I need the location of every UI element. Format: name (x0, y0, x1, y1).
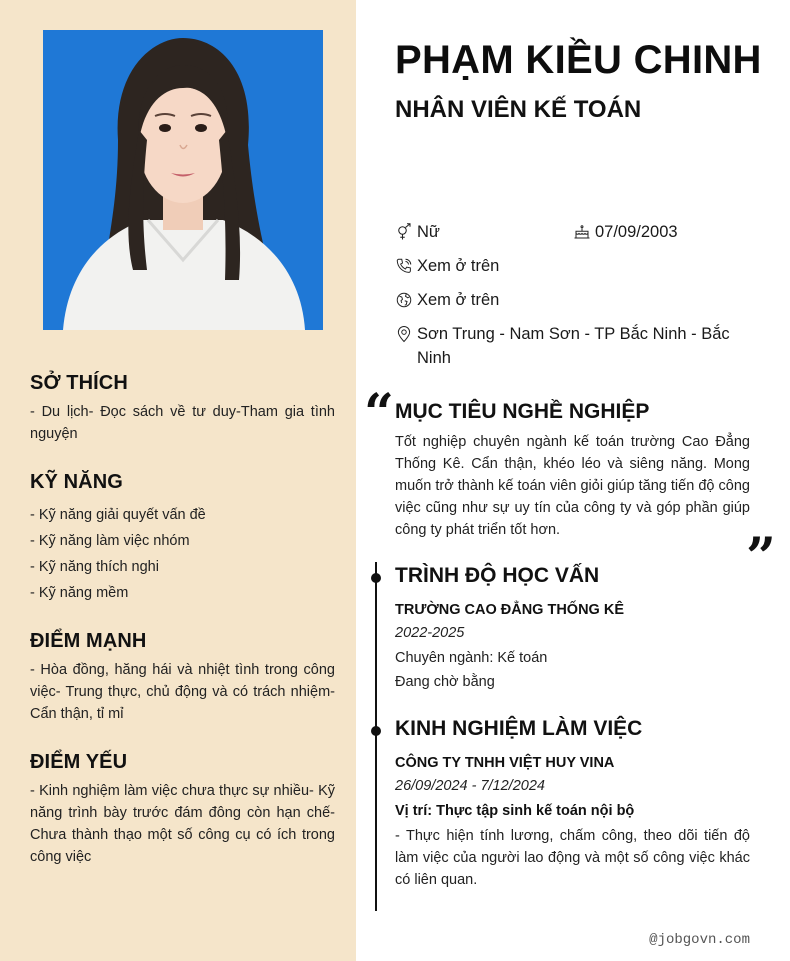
strengths-title: ĐIỂM MẠNH (30, 630, 147, 652)
birthday-row (573, 220, 678, 244)
gender-value: Nữ (417, 223, 440, 241)
skill-item: - Kỹ năng làm việc nhóm (30, 533, 190, 549)
experience-period: 26/09/2024 - 7/12/2024 (395, 778, 545, 794)
skills-title: KỸ NĂNG (30, 471, 123, 493)
hobbies-title: SỞ THÍCH (30, 372, 128, 394)
gender-row (395, 220, 440, 244)
skills-section (30, 471, 335, 606)
globe-icon (395, 288, 415, 312)
strengths-text: - Hòa đồng, hăng hái và nhiệt tình trong công việc- Trung thực, chủ động và có trách nhiệm- Cẩn thận, tỉ mỉ (30, 662, 335, 722)
watermark: @jobgovn.com (649, 932, 750, 948)
education-period: 2022-2025 (395, 625, 465, 641)
candidate-name: PHẠM KIỀU CHINH (395, 38, 762, 82)
hobbies-section (30, 372, 335, 445)
sidebar (0, 0, 356, 961)
birthday-value: 07/09/2003 (595, 223, 678, 241)
portrait-illustration (43, 30, 323, 330)
experience-description: - Thực hiện tính lương, chấm công, theo dõi tiến độ làm việc của người lao động và một số công việc khác có liên quan. (395, 828, 750, 888)
job-title: NHÂN VIÊN KẾ TOÁN (395, 96, 642, 123)
timeline-line (375, 562, 377, 911)
skill-item: - Kỹ năng thích nghi (30, 559, 159, 575)
gender-icon (395, 220, 415, 244)
experience-position: Vị trí: Thực tập sinh kế toán nội bộ (395, 803, 635, 819)
education-title: TRÌNH ĐỘ HỌC VẤN (395, 564, 600, 587)
strengths-section (30, 630, 335, 725)
profile-photo (43, 30, 323, 330)
birthday-cake-icon (573, 220, 593, 244)
phone-row (395, 254, 499, 278)
phone-value: Xem ở trên (417, 257, 500, 275)
timeline-dot-experience (371, 726, 381, 736)
experience-company: CÔNG TY TNHH VIỆT HUY VINA (395, 755, 615, 771)
website-row (395, 288, 499, 312)
phone-icon (395, 254, 415, 278)
experience-title: KINH NGHIỆM LÀM VIỆC (395, 717, 643, 740)
main-content (356, 0, 790, 961)
skill-item: - Kỹ năng giải quyết vấn đề (30, 507, 206, 523)
timeline-dot-education (371, 573, 381, 583)
quote-close-icon: ” (746, 527, 776, 588)
quote-open-icon: “ (364, 383, 394, 444)
objective-title: MỤC TIÊU NGHỀ NGHIỆP (395, 400, 650, 423)
website-value: Xem ở trên (417, 291, 500, 309)
education-status: Đang chờ bằng (395, 674, 495, 690)
objective-text: Tốt nghiệp chuyên ngành kế toán trường Cao Đẳng Thống Kê. Cẩn thận, khéo léo và siêng năng. Mong muốn trở thành kế toán viên giỏi giúp tăng tiến độ công việc cũng như sự uy tín của công ty và góp phần giúp công ty phát triển tốt hơn. (395, 434, 750, 538)
education-school: TRƯỜNG CAO ĐẲNG THỐNG KÊ (395, 602, 625, 618)
address-row (395, 322, 745, 370)
skills-list (30, 502, 335, 606)
location-pin-icon (395, 322, 415, 346)
education-major: Chuyên ngành: Kế toán (395, 650, 548, 666)
weaknesses-text: - Kinh nghiệm làm việc chưa thực sự nhiều- Kỹ năng trình bày trước đám đông còn hạn chế- Chưa thành thạo một số công cụ có ích trong công việc (30, 783, 335, 865)
weaknesses-section (30, 751, 335, 868)
address-value: Sơn Trung - Nam Sơn - TP Bắc Ninh - Bắc Ninh (417, 325, 730, 367)
weaknesses-title: ĐIỂM YẾU (30, 751, 128, 773)
skill-item: - Kỹ năng mềm (30, 585, 129, 601)
hobbies-text: - Du lịch- Đọc sách về tư duy-Tham gia tình nguyện (30, 404, 335, 442)
